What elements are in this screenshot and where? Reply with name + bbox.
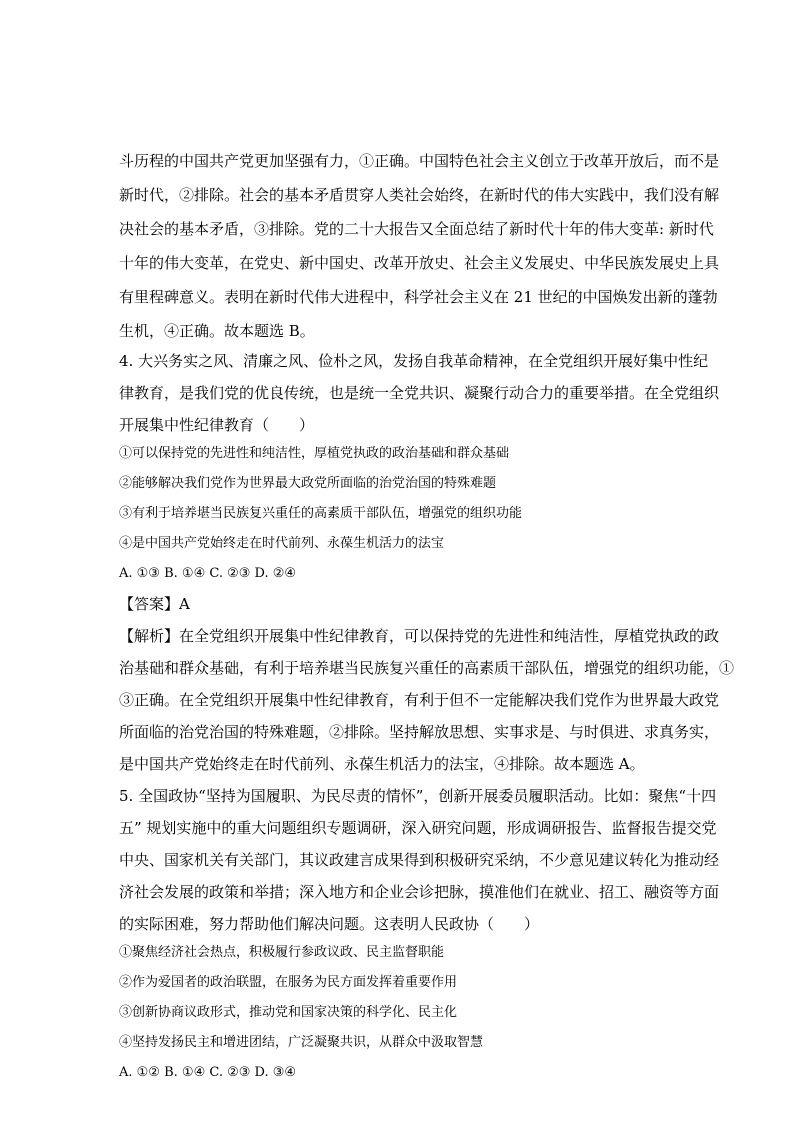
question-5-option: ①聚焦经济社会热点，积极履行参政议政、民主监督职能: [119, 945, 445, 960]
question-4-option: ④是中国共产党始终走在时代前列、永葆生机活力的法宝: [119, 536, 445, 551]
question-5-stem: 的实际困难，努力帮助他们解决问题。这表明人民政协（ ）: [119, 915, 540, 933]
text-line: 十年的伟大变革，在党史、新中国史、改革开放史、社会主义发展史、中华民族发展史上具: [119, 254, 720, 272]
question-5-option: ④坚持发扬民主和增进团结，广泛凝聚共识，从群众中汲取智慧: [119, 1035, 484, 1050]
question-4-option: ①可以保持党的先进性和纯洁性，厚植党执政的政治基础和群众基础: [119, 446, 510, 461]
question-5-choices: A. ①② B. ①④ C. ②③ D. ③④: [119, 1065, 297, 1080]
analysis-line: 治基础和群众基础，有利于培养堪当民族复兴重任的高素质干部队伍，增强党的组织功能，①: [119, 659, 735, 677]
question-4-choices: A. ①③ B. ①④ C. ②③ D. ②④: [119, 566, 297, 581]
question-4-stem: 律教育，是我们党的优良传统，也是统一全党共识、凝聚行动合力的重要举措。在全党组织: [119, 384, 720, 402]
question-4-stem: 开展集中性纪律教育（ ）: [119, 416, 315, 434]
text-line: 决社会的基本矛盾，③排除。党的二十大报告又全面总结了新时代十年的伟大变革: 新时代: [119, 220, 714, 238]
question-5-option: ②作为爱国者的政治联盟，在服务为民方面发挥着重要作用: [119, 975, 458, 990]
analysis-line: 是中国共产党始终走在时代前列、永葆生机活力的法宝，④排除。故本题选 A。: [119, 755, 645, 773]
text-line: 新时代，②排除。社会的基本矛盾贯穿人类社会始终，在新时代的伟大实践中，我们没有解: [119, 186, 720, 204]
text-line: 有里程碑意义。表明在新时代伟大进程中，科学社会主义在 21 世纪的中国焕发出新的蓬勃: [119, 288, 718, 306]
question-5-option: ③创新协商议政形式，推动党和国家决策的科学化、民主化: [119, 1005, 458, 1020]
analysis-line: 所面临的治党治国的特殊难题，②排除。坚持解放思想、实事求是、与时俱进、求真务实，: [119, 723, 720, 741]
text-line: 斗历程的中国共产党更加坚强有力，①正确。中国特色社会主义创立于改革开放后，而不是: [119, 152, 720, 170]
answer-label: 【答案】A: [119, 595, 190, 613]
question-4-option: ③有利于培养堪当民族复兴重任的高素质干部队伍，增强党的组织功能: [119, 506, 523, 521]
question-4-stem: 4. 大兴务实之风、清廉之风、俭朴之风，发扬自我革命精神，在全党组织开展好集中性纪: [119, 352, 709, 370]
question-5-stem: 中央、国家机关有关部门，其议政建言成果得到积极研究采纳，不少意见建议转化为推动经: [119, 851, 720, 869]
question-4-option: ②能够解决我们党作为世界最大政党所面临的治党治国的特殊难题: [119, 476, 497, 491]
question-5-stem: 五” 规划实施中的重大问题组织专题调研，深入研究问题，形成调研报告、监督报告提交党: [119, 819, 717, 837]
analysis-line: 【解析】在全党组织开展集中性纪律教育，可以保持党的先进性和纯洁性，厚植党执政的政: [119, 627, 720, 645]
question-5-stem: 5. 全国政协“坚持为国履职、为民尽责的情怀”，创新开展委员履职活动。比如：聚焦“十四: [119, 787, 717, 805]
question-5-stem: 济社会发展的政策和举措；深入地方和企业会诊把脉，摸准他们在就业、招工、融资等方面: [119, 883, 720, 901]
analysis-line: ③正确。在全党组织开展集中性纪律教育，有利于但不一定能解决我们党作为世界最大政党: [119, 691, 720, 709]
text-line: 生机，④正确。故本题选 B。: [119, 322, 315, 340]
